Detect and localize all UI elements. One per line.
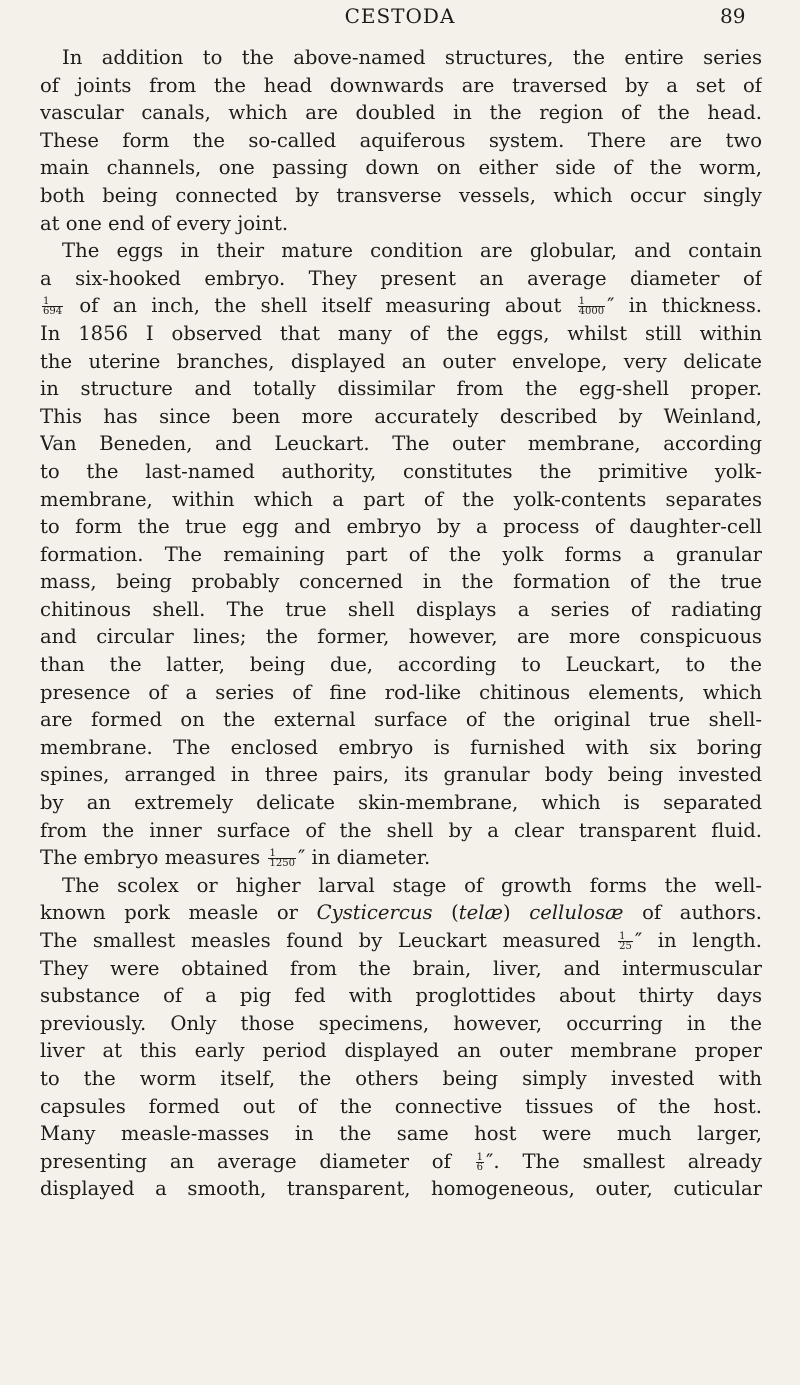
text-line: liver at this early period displayed an outer membrane proper [40,1039,762,1063]
text-line: the uterine branches, displayed an outer envelope, very delicate [40,349,762,373]
text-line: This has since been more accurately described by Weinland, [40,404,762,428]
text-line-with-italics: known pork measle or Cysticercus (telæ) cellulosæ of authors. [40,901,762,925]
text-line: in structure and totally dissimilar from the egg-shell proper. [40,377,762,401]
taxon-name: cellulosæ [529,901,624,925]
text-line: In addition to the above-named structures, the entire series [62,46,762,69]
text-line: are formed on the external surface of the original true shell- [40,708,762,732]
text-line: displayed a smooth, transparent, homogeneous, outer, cuticular [40,1177,762,1201]
text-line: The eggs in their mature condition are globular, and contain [62,239,762,263]
text-line-with-fraction: The embryo measures $\frac{1}{1250}$ ″ in diameter. [40,846,431,870]
text-line-with-fraction: The smallest measles found by Leuckart measured $\frac{1}{25}$ ″ in length. [40,929,762,952]
text-line: They were obtained from the brain, liver, and intermuscular [40,956,762,980]
text-line: to the worm itself, the others being simply invested with [40,1066,762,1090]
running-title: CESTODA [344,4,456,28]
body-text [40,44,762,1203]
text-line: to the last-named authority, constitutes the primitive yolk- [40,459,762,483]
text-line: from the inner surface of the shell by a clear transparent fluid. [40,818,762,842]
page-number: 89 [720,4,746,28]
text-line: formation. The remaining part of the yolk forms a granular [40,542,762,566]
taxon-name: telæ [458,901,503,925]
text-line: of joints from the head downwards are traversed by a set of [40,73,762,97]
text-line: to form the true egg and embryo by a process of daughter-cell [40,515,762,539]
text-line: substance of a pig fed with proglottides about thirty days [40,984,762,1008]
fraction-measle-diameter: $\frac{1}{6}$ [476,1151,484,1173]
text-line: presence of a series of fine rod-like chitinous elements, which [40,680,762,704]
fraction-embryo-size: $\frac{1}{1250}$ [269,848,295,870]
text-line: mass, being probably concerned in the formation of the true [40,570,762,594]
text-line: membrane, within which a part of the yolk-contents separates [40,487,762,511]
text-line-with-fraction: presenting an average diameter of $\frac{1}{6}$ ″. The smallest already [40,1149,762,1173]
text-line: In 1856 I observed that many of the eggs, whilst still within [40,321,762,345]
text-line: The scolex or higher larval stage of growth forms the well- [62,873,762,897]
text-line: at one end of every joint. [40,211,289,235]
text-line: by an extremely delicate skin-membrane, which is separated [40,791,762,815]
text-line: These form the so-called aquiferous system. There are two [40,128,762,152]
text-line: chitinous shell. The true shell displays a series of radiating [40,597,762,621]
text-line: and circular lines; the former, however, are more conspicuous [40,625,762,649]
text-line: spines, arranged in three pairs, its granular body being invested [40,763,762,787]
taxon-name: Cysticercus [316,901,433,925]
text-line: capsules formed out of the connective tissues of the host. [40,1094,762,1118]
fraction-egg-diameter: $\frac{1}{694}$ [43,296,63,318]
text-line: membrane. The enclosed embryo is furnished with six boring [40,735,762,759]
text-line: than the latter, being due, according to Leuckart, to the [40,653,762,677]
fraction-shell-thickness: $\frac{1}{4000}$ [578,296,605,318]
text-line: a six-hooked embryo. They present an average diameter of [40,266,762,290]
text-line: Many measle-masses in the same host were much larger, [40,1122,762,1146]
text-line: main channels, one passing down on either side of the worm, [40,156,762,180]
text-line: both being connected by transverse vessels, which occur singly [40,183,762,207]
text-line-with-fractions: $\frac{1}{694}$ of an inch, the shell itself measuring about $\frac{1}{4000}$ ″ in thickness. [43,294,762,318]
text-line: vascular canals, which are doubled in the region of the head. [40,101,762,125]
text-line: Van Beneden, and Leuckart. The outer membrane, according [40,432,762,456]
fraction-measle-length: $\frac{1}{25}$ [619,931,632,952]
text-line: previously. Only those specimens, however, occurring in the [40,1011,762,1035]
